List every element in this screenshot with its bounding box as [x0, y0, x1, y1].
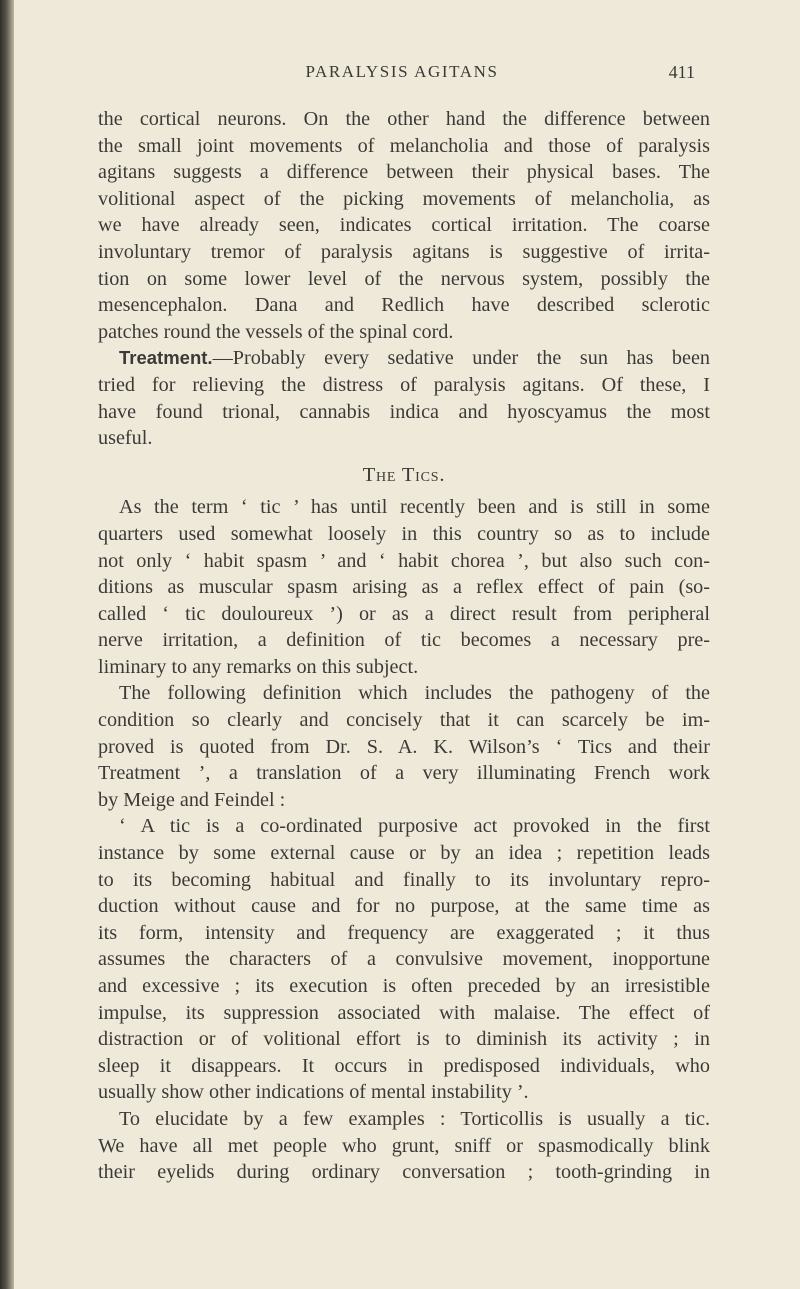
text-line: their eyelids during ordinary conversation ; tooth-grinding in: [98, 1161, 710, 1184]
text-line: quarters used somewhat loosely in this country so as to include: [98, 522, 710, 545]
text-line: As the term ‘ tic ’ has until recently been and is still in some: [119, 496, 710, 519]
text-line: nerve irritation, a definition of tic becomes a necessary pre-: [98, 629, 710, 652]
page-number: 411: [668, 62, 695, 82]
treatment-line: [98, 345, 710, 372]
running-head: [0, 62, 800, 92]
quote-line: its form, intensity and frequency are exaggerated ; it thus: [98, 921, 710, 944]
quote-line: instance by some external cause or by an idea ; repetition leads: [98, 842, 710, 865]
running-head-title: PARALYSIS AGITANS: [305, 62, 499, 81]
treatment-run-in-heading: Treatment.: [119, 347, 213, 369]
text-line: useful.: [98, 427, 153, 450]
text-line: We have all met people who grunt, sniff or spasmodically blink: [98, 1134, 710, 1157]
text-line: not only ‘ habit spasm ’ and ‘ habit chorea ’, but also such con-: [98, 549, 710, 572]
text-line: agitans suggests a difference between their physical bases. The: [98, 161, 710, 184]
body-text: [98, 106, 710, 1186]
text-line: proved is quoted from Dr. S. A. K. Wilson’s ‘ Tics and their: [98, 735, 710, 758]
quote-line: sleep it disappears. It occurs in predisposed individuals, who: [98, 1054, 710, 1077]
text-line: mesencephalon. Dana and Redlich have described sclerotic: [98, 294, 710, 317]
quote-line: and excessive ; its execution is often preceded by an irresistible: [98, 975, 710, 997]
text-line: To elucidate by a few examples : Torticollis is usually a tic.: [119, 1107, 710, 1130]
quote-line: assumes the characters of a convulsive movement, inopportune: [98, 948, 710, 971]
text-line: volitional aspect of the picking movements of melancholia, as: [98, 187, 710, 210]
text-line: by Meige and Feindel :: [98, 788, 286, 811]
quote-line: duction without cause and for no purpose, at the same time as: [98, 895, 710, 918]
quote-line: usually show other indications of mental instability ’.: [98, 1081, 529, 1104]
treatment-text: —Probably every sedative under the sun has been: [212, 347, 710, 370]
text-line: tion on some lower level of the nervous system, possibly the: [98, 267, 710, 290]
text-line: condition so clearly and concisely that it can scarcely be im-: [98, 709, 710, 732]
quote-line: impulse, its suppression associated with malaise. The effect of: [98, 1001, 710, 1024]
text-line: Treatment ’, a translation of a very illuminating French work: [98, 762, 710, 785]
text-line: patches round the vessels of the spinal cord.: [98, 320, 454, 343]
text-line: have found trional, cannabis indica and hyoscyamus the most: [98, 400, 710, 423]
text-line: The following definition which includes the pathogeny of the: [119, 682, 710, 705]
text-line: the small joint movements of melancholia and those of paralysis: [98, 134, 710, 157]
text-line: called ‘ tic douloureux ’) or as a direct result from peripheral: [98, 602, 710, 625]
text-line: involuntary tremor of paralysis agitans is suggestive of irrita-: [98, 240, 710, 263]
quote-line: to its becoming habitual and finally to its involuntary repro-: [98, 868, 710, 891]
text-line: we have already seen, indicates cortical irritation. The coarse: [98, 214, 710, 237]
text-line: ditions as muscular spasm arising as a reflex effect of pain (so-: [98, 576, 710, 599]
text-line: liminary to any remarks on this subject.: [98, 655, 419, 678]
quote-line: ‘ A tic is a co-ordinated purposive act provoked in the first: [119, 815, 710, 838]
text-line: the cortical neurons. On the other hand the difference between: [98, 108, 710, 130]
section-heading: The Tics.: [362, 463, 446, 486]
quote-line: distraction or of volitional effort is to diminish its activity ; in: [98, 1028, 710, 1051]
text-line: tried for relieving the distress of paralysis agitans. Of these, I: [98, 373, 710, 396]
